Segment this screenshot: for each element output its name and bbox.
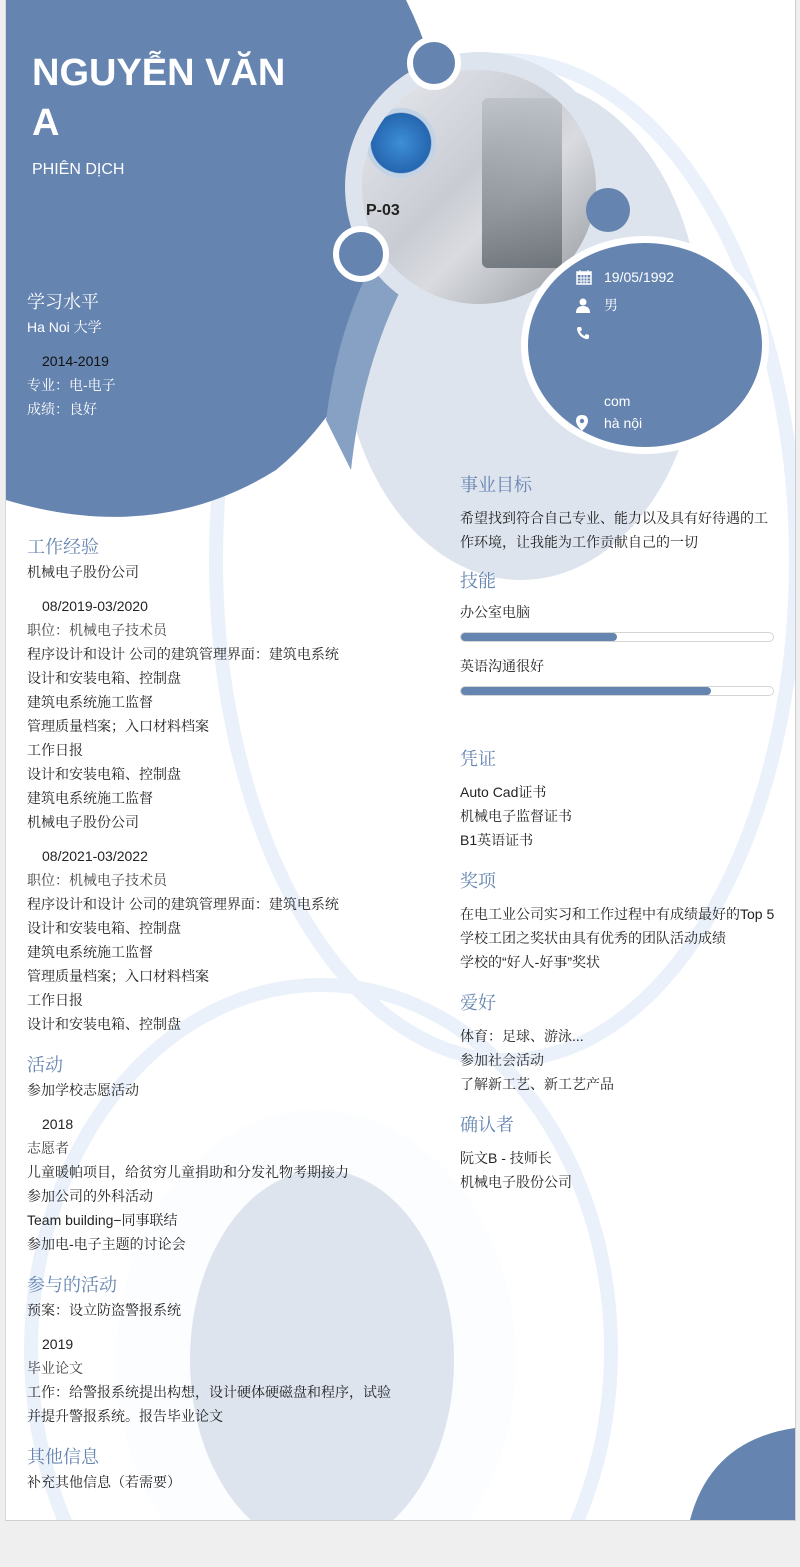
project-detail: 工作：给警报系统提出构想，设计硬体硬磁盘和程序，试验 xyxy=(27,1384,391,1400)
activity-detail: 儿童暖帕项目，给贫穷儿童捐助和分发礼物考期接力 xyxy=(27,1164,349,1180)
job-position: 职位：机械电子技术员 xyxy=(27,872,167,888)
work-heading: 工作经验 xyxy=(27,537,99,557)
education-major: 专业：电-电子 xyxy=(27,377,116,393)
gender-value: 男 xyxy=(604,297,618,313)
job-title: PHIÊN DỊCH xyxy=(32,161,125,178)
address-row xyxy=(576,409,746,437)
job-position: 职位：机械电子技术员 xyxy=(27,622,167,638)
education-school: Ha Noi 大学 xyxy=(27,319,102,335)
references-heading: 确认者 xyxy=(460,1115,514,1135)
map-pin-icon xyxy=(576,415,604,431)
job-detail: 管理质量档案；入口材料档案 xyxy=(27,718,209,734)
award-item: 学校的“好人-好事”奖状 xyxy=(460,954,600,970)
skill-item xyxy=(460,654,780,708)
projects-heading: 参与的活动 xyxy=(27,1275,117,1295)
job-detail: 程序设计和设计 公司的建筑管理界面：建筑电系统 xyxy=(27,646,339,662)
job-company: 机械电子股份公司 xyxy=(27,814,139,830)
education-heading: 学习水平 xyxy=(27,292,99,312)
full-name: NGUYỄN VĂN A xyxy=(32,52,286,144)
user-icon xyxy=(576,298,604,313)
job-period: 08/2021-03/2022 xyxy=(42,848,148,864)
education-section xyxy=(27,289,116,421)
resume-page xyxy=(5,0,796,1521)
decor-circle-right xyxy=(586,188,630,232)
certificate-item: Auto Cad证书 xyxy=(460,784,547,800)
skills-heading: 技能 xyxy=(460,571,496,591)
education-period: 2014-2019 xyxy=(42,353,109,369)
activity-role: 志愿者 xyxy=(27,1140,69,1156)
job-detail: 设计和安装电箱、控制盘 xyxy=(27,1016,181,1032)
project-period: 2019 xyxy=(42,1336,74,1352)
objective-line: 作环境，让我能为工作贡献自己的一切 xyxy=(460,534,698,550)
photo-label: P-03 xyxy=(366,202,400,219)
job-detail: 建筑电系统施工监督 xyxy=(27,694,153,710)
job-detail: 设计和安装电箱、控制盘 xyxy=(27,766,181,782)
objective-line: 希望找到符合自己专业、能力以及具有好待遇的工 xyxy=(460,510,768,526)
project-role: 毕业论文 xyxy=(27,1360,83,1376)
hobbies-heading: 爱好 xyxy=(460,993,496,1013)
reference-item: 机械电子股份公司 xyxy=(460,1174,572,1190)
photo-product xyxy=(482,98,562,268)
certificates-heading: 凭证 xyxy=(460,749,496,769)
job-company: 机械电子股份公司 xyxy=(27,564,139,580)
objective-heading: 事业目标 xyxy=(460,475,532,495)
project-detail: 并提升警报系统。报告毕业论文 xyxy=(27,1408,223,1424)
gender-row xyxy=(576,291,746,319)
reference-item: 阮文B - 技师长 xyxy=(460,1150,552,1166)
activity-detail: Team building−同事联结 xyxy=(27,1212,178,1228)
skill-item xyxy=(460,600,780,654)
email-row xyxy=(576,347,746,409)
left-column xyxy=(27,534,427,1494)
skill-name: 英语沟通很好 xyxy=(460,658,544,674)
skill-name: 办公室电脑 xyxy=(460,604,530,620)
award-item: 学校工团之奖状由具有优秀的团队活动成绩 xyxy=(460,930,726,946)
job-detail: 建筑电系统施工监督 xyxy=(27,944,153,960)
activity-detail: 参加公司的外科活动 xyxy=(27,1188,153,1204)
job-detail: 设计和安装电箱、控制盘 xyxy=(27,920,181,936)
education-grade: 成绩：良好 xyxy=(27,401,97,417)
activity-detail: 参加电-电子主题的讨论会 xyxy=(27,1236,186,1252)
job-detail: 工作日报 xyxy=(27,742,83,758)
work-job-1 xyxy=(27,560,427,810)
phone-icon xyxy=(576,326,604,340)
skill-bar xyxy=(460,686,774,696)
hobby-item: 了解新工艺、新工艺产品 xyxy=(460,1076,614,1092)
skill-bar-fill xyxy=(461,687,711,695)
work-job-2 xyxy=(27,810,427,1036)
skill-bar-fill xyxy=(461,633,617,641)
decor-circle-top xyxy=(407,36,461,90)
skill-bar xyxy=(460,632,774,642)
job-detail: 工作日报 xyxy=(27,992,83,1008)
activities-heading: 活动 xyxy=(27,1055,63,1075)
right-column xyxy=(460,472,780,1194)
email-value[interactable]: com xyxy=(604,393,631,409)
awards-heading: 奖项 xyxy=(460,871,496,891)
address-value: hà nội xyxy=(604,415,643,431)
award-item: 在电工业公司实习和工作过程中有成绩最好的Top 5 xyxy=(460,906,775,922)
activity-org: 参加学校志愿活动 xyxy=(27,1082,139,1098)
birthday-row xyxy=(576,263,746,291)
other-heading: 其他信息 xyxy=(27,1447,99,1467)
job-period: 08/2019-03/2020 xyxy=(42,598,148,614)
project-name: 预案：设立防盗警报系统 xyxy=(27,1302,181,1318)
activity-period: 2018 xyxy=(42,1116,74,1132)
job-detail: 建筑电系统施工监督 xyxy=(27,790,153,806)
certificate-item: 机械电子监督证书 xyxy=(460,808,572,824)
contact-info xyxy=(576,263,746,437)
photo-badge xyxy=(366,108,436,178)
calendar-icon xyxy=(576,269,604,285)
job-detail: 设计和安装电箱、控制盘 xyxy=(27,670,181,686)
job-detail: 管理质量档案；入口材料档案 xyxy=(27,968,209,984)
decor-circle-left xyxy=(333,226,389,282)
job-detail: 程序设计和设计 公司的建筑管理界面：建筑电系统 xyxy=(27,896,339,912)
certificate-item: B1英语证书 xyxy=(460,832,534,848)
hobby-item: 体育：足球、游泳... xyxy=(460,1028,584,1044)
birthday-value: 19/05/1992 xyxy=(604,269,675,285)
hobby-item: 参加社会活动 xyxy=(460,1052,544,1068)
other-text: 补充其他信息（若需要） xyxy=(27,1474,181,1490)
phone-row xyxy=(576,319,746,347)
